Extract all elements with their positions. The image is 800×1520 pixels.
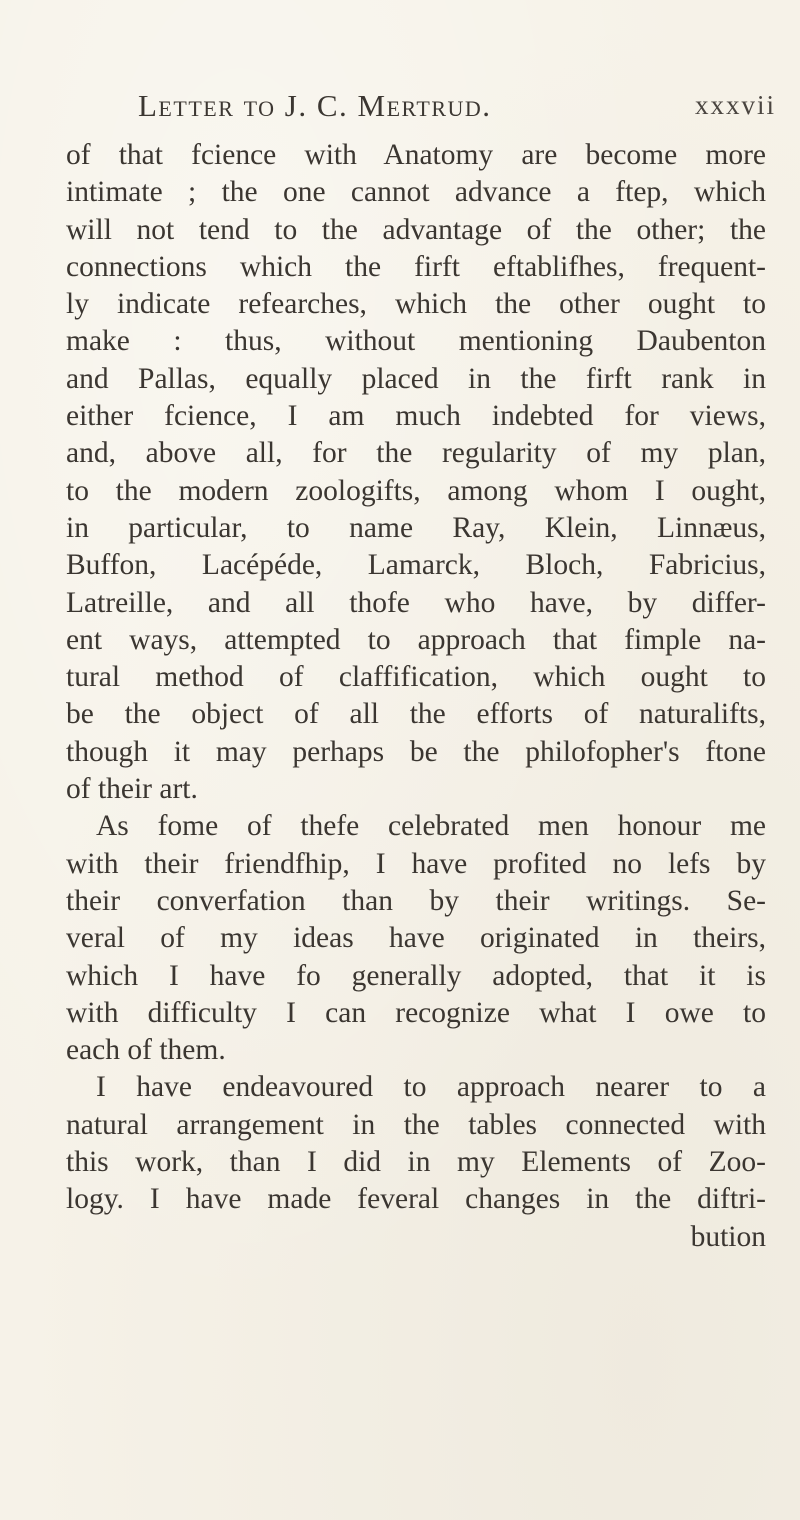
text-line: with their friendfhip, I have profited no lefs by xyxy=(66,847,766,880)
text-line: ly indicate refearches, which the other ought to xyxy=(66,288,766,321)
text-line-paragraph-start: I have endeavoured to approach nearer to a xyxy=(96,1071,766,1104)
text-line-paragraph-end: each of them. xyxy=(66,1034,226,1067)
running-head xyxy=(138,88,788,128)
body-text xyxy=(66,137,766,1256)
text-line-paragraph-end: of their art. xyxy=(66,773,198,806)
text-line: veral of my ideas have originated in theirs, xyxy=(66,922,766,955)
text-line-paragraph-start: As fome of thefe celebrated men honour me xyxy=(96,810,766,843)
text-line: of that fcience with Anatomy are become more xyxy=(66,139,766,171)
text-line: which I have fo generally adopted, that it is xyxy=(66,959,766,992)
text-line: logy. I have made feveral changes in the diftri- xyxy=(66,1183,766,1216)
text-line: intimate ; the one cannot advance a ftep, which xyxy=(66,176,766,209)
text-line: Latreille, and all thofe who have, by differ- xyxy=(66,586,766,619)
text-line: be the object of all the efforts of naturalifts, xyxy=(66,698,766,731)
text-line: with difficulty I can recognize what I owe to xyxy=(66,996,766,1029)
text-line: though it may perhaps be the philofopher's ftone xyxy=(66,735,766,768)
running-head-title: Letter to J. C. Mertrud. xyxy=(138,88,492,123)
page-number: xxxvii xyxy=(694,90,776,120)
text-line: to the modern zoologifts, among whom I ought, xyxy=(66,474,766,507)
text-line: will not tend to the advantage of the other; the xyxy=(66,213,766,246)
text-line: this work, than I did in my Elements of Zoo- xyxy=(66,1146,766,1179)
text-line: tural method of claffification, which ought to xyxy=(66,661,766,694)
text-line: make : thus, without mentioning Daubenton xyxy=(66,325,766,358)
text-line: and Pallas, equally placed in the firft rank in xyxy=(66,362,766,395)
text-line: and, above all, for the regularity of my plan, xyxy=(66,437,766,470)
catchword: bution xyxy=(690,1220,766,1253)
text-line: either fcience, I am much indebted for views, xyxy=(66,400,766,433)
text-line: natural arrangement in the tables connected with xyxy=(66,1108,766,1141)
text-line: connections which the firft eftablifhes, frequent- xyxy=(66,250,766,283)
text-line: their converfation than by their writings. Se- xyxy=(66,884,766,917)
text-line: Buffon, Lacépéde, Lamarck, Bloch, Fabricius, xyxy=(66,549,766,582)
text-line: ent ways, attempted to approach that fimple na- xyxy=(66,623,766,656)
text-line: in particular, to name Ray, Klein, Linnæus, xyxy=(66,511,766,544)
